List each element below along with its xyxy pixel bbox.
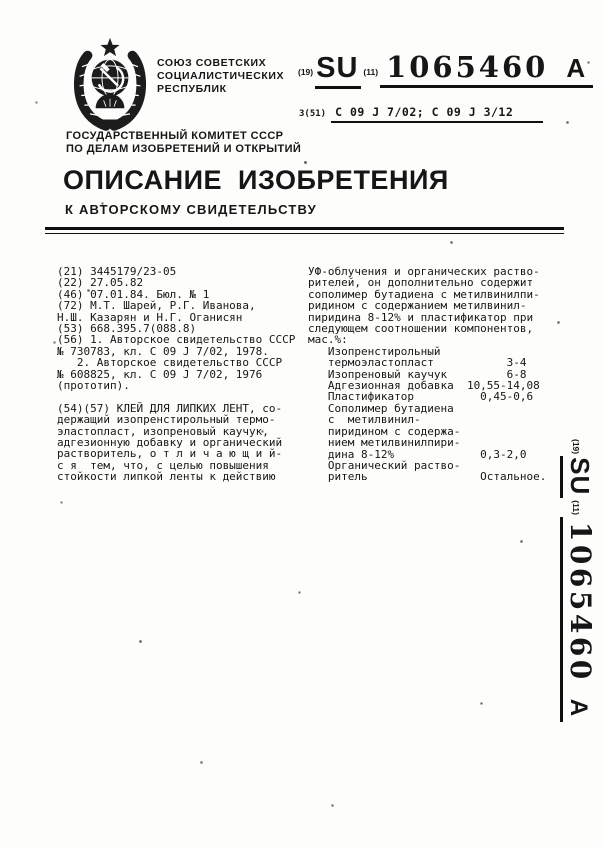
text-line: рителей, он дополнительно содержит	[308, 276, 534, 290]
text-line: Изопренстирольный	[308, 344, 441, 358]
text-line: адгезионную добавку и органический	[57, 436, 283, 450]
text-line: термоэластопласт 3-4	[308, 356, 527, 370]
text-line: пиридина 8-12% и пластификатор при	[308, 310, 534, 324]
text-line: мас.%:	[308, 333, 348, 347]
text-line: ридином с содержанием метилвинил-	[308, 299, 527, 313]
text-line: № 730783, кл. C 09 J 7/02, 1978.	[57, 344, 269, 358]
text-line: 2. Авторское свидетельство СССР	[57, 356, 283, 370]
publication-number: 1065460	[386, 50, 549, 84]
text-line: держащий изопренстирольный термо-	[57, 413, 276, 427]
text-line: нием метилвинилпири-	[308, 436, 461, 450]
publication-number-group	[560, 517, 597, 722]
ipc-classification	[299, 105, 543, 123]
text-line: Изопреновый каучук 6-8	[308, 367, 527, 381]
committee-line: ГОСУДАРСТВЕННЫЙ КОМИТЕТ СССР	[66, 130, 284, 142]
text-line: с метилвинил-	[308, 413, 421, 427]
publication-number-group	[380, 50, 593, 88]
text-line: (53) 668.395.7(088.8)	[57, 322, 197, 336]
ipc-edition-prefix: 3(51)	[299, 109, 327, 119]
right-text-column	[308, 266, 562, 483]
text-line: (46) 07.01.84. Бюл. № 1	[57, 287, 210, 301]
country-code: SU	[560, 456, 595, 498]
text-line: (22) 27.05.82	[57, 276, 144, 290]
text-line: (54)(57) КЛЕЙ ДЛЯ ЛИПКИХ ЛЕНТ, со-	[57, 401, 283, 415]
text-line: Сополимер бутадиена	[308, 401, 454, 415]
union-name	[157, 57, 284, 96]
text-line: ритель Остальное.	[308, 470, 547, 484]
document-title: ОПИСАНИЕ ИЗОБРЕТЕНИЯ	[63, 165, 449, 195]
union-name-line: РЕСПУБЛИК	[157, 83, 227, 95]
country-code-label: (19)	[298, 67, 314, 77]
text-line: пиридином с содержа-	[308, 424, 461, 438]
committee-line: ПО ДЕЛАМ ИЗОБРЕТЕНИЙ И ОТКРЫТИЙ	[66, 143, 302, 155]
committee-name	[66, 130, 301, 156]
publication-number-header	[296, 50, 593, 89]
text-line: эластопласт, изопреновый каучук,	[57, 424, 269, 438]
text-line: растворитель, о т л и ч а ю щ и й-	[57, 447, 283, 461]
document-subtitle: К АВТОРСКОМУ СВИДЕТЕЛЬСТВУ	[65, 202, 317, 217]
text-line: сополимер бутадиена с метилвинилпи-	[308, 287, 540, 301]
ussr-coat-of-arms-icon	[70, 36, 150, 131]
scan-noise	[0, 0, 1, 1]
text-line: с я тем, что, с целью повышения	[57, 458, 269, 472]
union-name-line: СОЦИАЛИСТИЧЕСКИХ	[157, 70, 285, 82]
text-line: следующем соотношении компонентов,	[308, 322, 534, 336]
text-line: Пластификатор 0,45-0,6	[308, 390, 534, 404]
text-line: (72) М.Т. Шарей, Р.Г. Иванова,	[57, 299, 256, 313]
document-kind-code: A	[565, 698, 592, 717]
text-line: Н.Ш. Казарян и Н.Г. Оганисян	[57, 310, 243, 324]
header-divider-rule	[45, 227, 564, 234]
left-text-column	[57, 266, 303, 483]
text-line: № 608825, кл. C 09 J 7/02, 1976	[57, 367, 263, 381]
text-line: стойкости липкой ленты к действию	[57, 470, 276, 484]
text-line: дина 8-12% 0,3-2,0	[308, 447, 527, 461]
text-line: (56) 1. Авторское свидетельство СССР	[57, 333, 296, 347]
publication-number-label: (11)	[363, 67, 379, 77]
document-kind-code: A	[566, 53, 586, 83]
text-line: Адгезионная добавка 10,55-14,08	[308, 379, 540, 393]
publication-number-label: (11)	[571, 500, 581, 515]
ipc-codes: C 09 J 7/02; C 09 J 3/12	[331, 105, 543, 123]
publication-number: 1065460	[564, 521, 597, 683]
side-publication-number	[560, 437, 597, 717]
text-line: (21) 3445179/23-05	[57, 265, 177, 278]
text-line: (прототип).	[57, 379, 130, 393]
country-code-label: (19)	[571, 439, 581, 455]
country-code: SU	[315, 52, 361, 89]
text-line: Органический раство-	[308, 458, 461, 472]
union-name-line: СОЮЗ СОВЕТСКИХ	[157, 57, 267, 69]
text-line: УФ-облучения и органических раство-	[308, 265, 540, 278]
